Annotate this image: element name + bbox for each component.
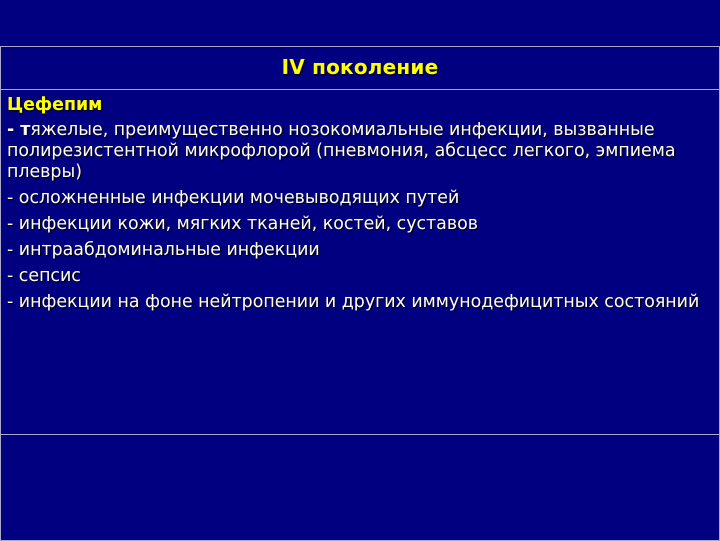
- indication-text: - сепсис: [7, 266, 81, 286]
- table-header-title: IV поколение: [281, 55, 439, 79]
- indication-item: [7, 266, 713, 287]
- drug-name: Цефепим: [7, 95, 103, 115]
- indication-text: - осложненные инфекции мочевыводящих путей: [7, 188, 460, 208]
- indication-item: [7, 120, 713, 183]
- indication-item: [7, 188, 713, 209]
- indication-text: яжелые, преимущественно нозокомиальные инфекции, вызванные полирезистентной микрофлорой (пневмония, абсцесс легкого, эмпиема плевры): [7, 120, 676, 182]
- table-row-divider: [1, 434, 719, 435]
- indication-text: - инфекции кожи, мягких тканей, костей, суставов: [7, 214, 478, 234]
- indication-item: [7, 214, 713, 235]
- indication-text: - интраабдоминальные инфекции: [7, 240, 320, 260]
- indication-item: [7, 240, 713, 261]
- generation-table: [0, 46, 720, 541]
- table-row-divider: [1, 89, 719, 90]
- indication-text: - инфекции на фоне нейтропении и других иммунодефицитных состояний: [7, 292, 700, 312]
- table-body-cell: [7, 95, 713, 318]
- indication-item: [7, 292, 713, 313]
- indication-prefix: - т: [7, 120, 31, 140]
